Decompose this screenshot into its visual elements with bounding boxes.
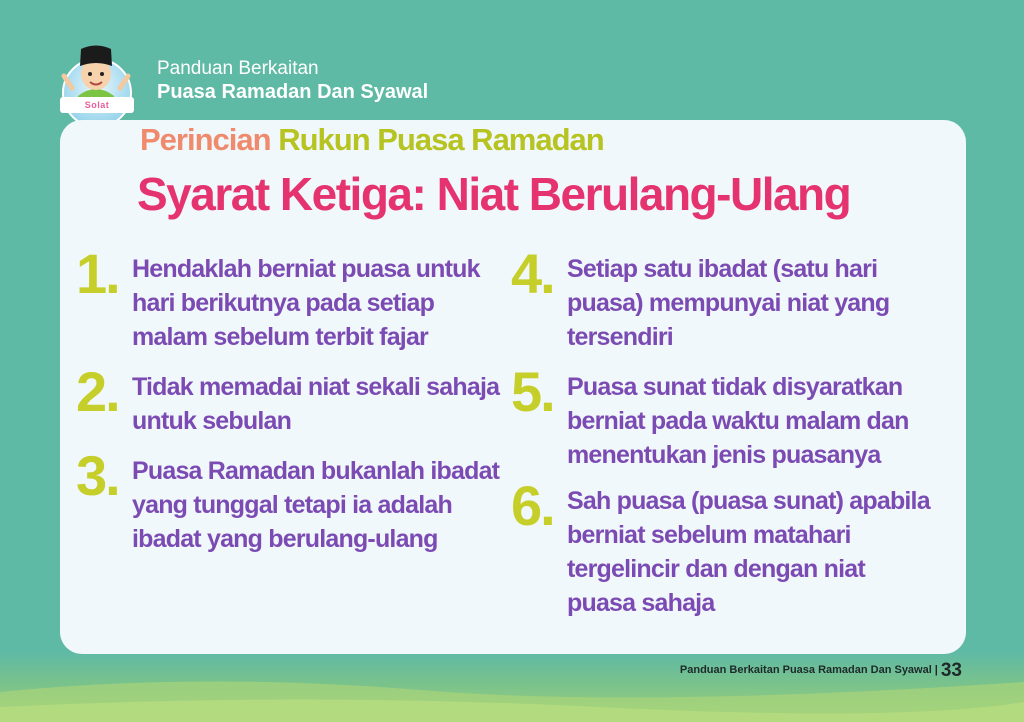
section-subtitle [140,122,604,158]
footer-text: Panduan Berkaitan Puasa Ramadan Dan Syawal [679,664,932,676]
item-text: Sah puasa (puasa sunat) apabila berniat sebelum matahari tergelincir dan dengan niat puasa sahaja [567,487,930,617]
item-text: Setiap satu ibadat (satu hari puasa) mempunyai niat yang tersendiri [567,255,890,351]
logo-label: Solat [60,97,134,113]
header-title: Puasa Ramadan Dan Syawal [157,81,429,103]
page-number: 33 [940,660,962,681]
header-subtitle: Panduan Berkaitan [157,58,319,79]
item-number: 1. [76,242,119,305]
item-text: Hendaklah berniat puasa untuk hari berikutnya pada setiap malam sebelum terbit fajar [132,255,480,351]
page-title: Syarat Ketiga: Niat Berulang-Ulang [137,168,851,220]
item-text: Tidak memadai niat sekali sahaja untuk sebulan [132,373,500,435]
item-text: Puasa Ramadan bukanlah ibadat yang tunggal tetapi ia adalah ibadat yang berulang-ulang [132,457,500,553]
item-number: 3. [76,444,119,507]
item-number: 2. [76,360,119,423]
page-footer [680,660,962,682]
item-number: 6. [511,474,554,537]
item-number: 5. [511,360,554,423]
footer-separator: | [934,664,938,676]
subtitle-part2: Rukun Puasa Ramadan [278,122,604,157]
item-text: Puasa sunat tidak disyaratkan berniat pada waktu malam dan menentukan jenis puasanya [567,373,909,469]
logo [58,36,136,124]
item-number: 4. [511,242,554,305]
subtitle-part1: Perincian [140,122,271,157]
